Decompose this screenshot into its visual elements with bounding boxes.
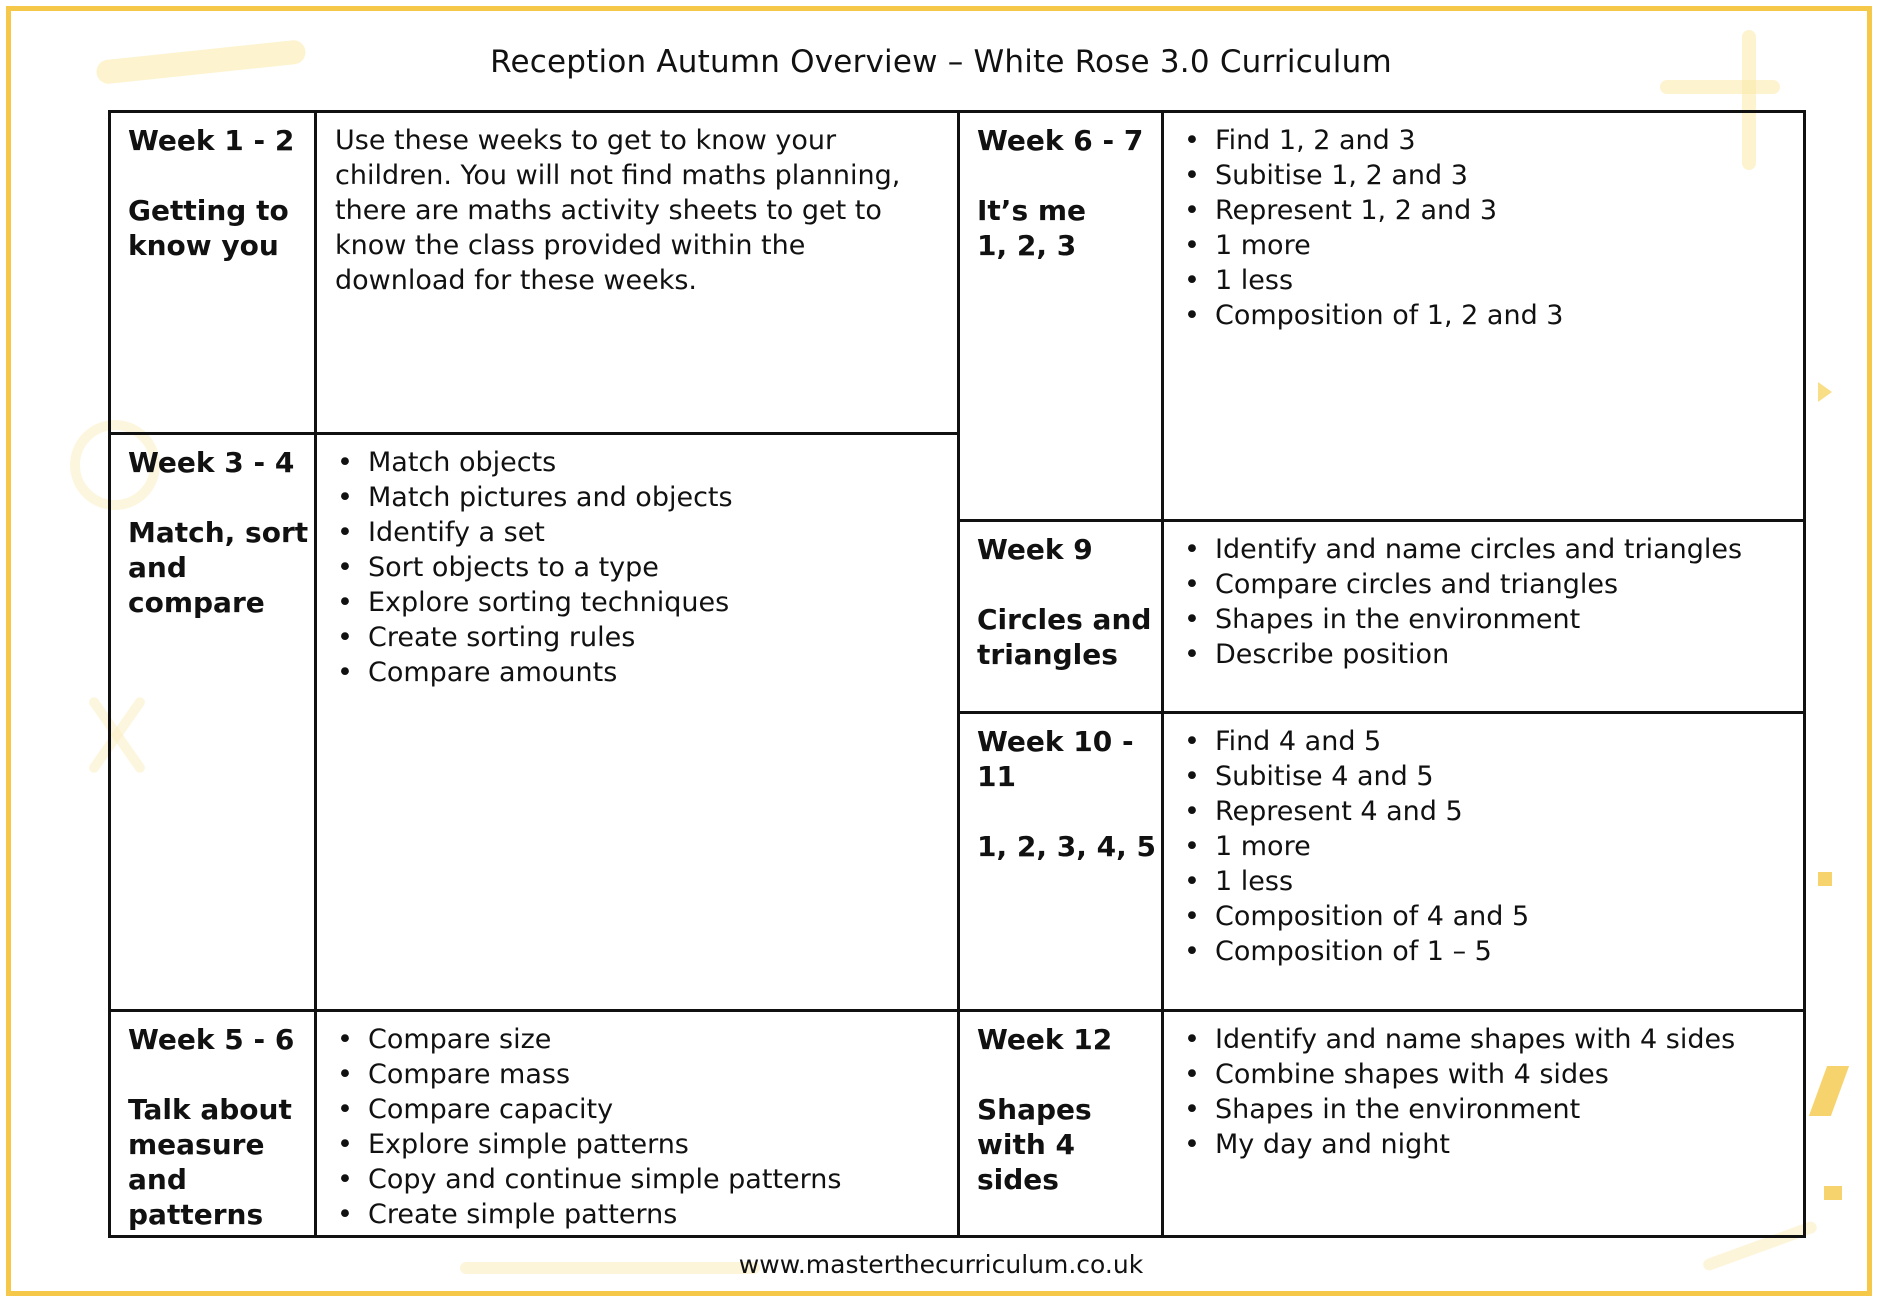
list-item: • Composition of 1, 2 and 3 [1182, 298, 1783, 333]
list-item: • Create sorting rules [335, 620, 937, 655]
topic-list [1182, 1022, 1783, 1162]
week-label: Week 5 - 6 [128, 1023, 295, 1056]
week-6-7-content-cell [1164, 113, 1803, 519]
list-item: • Explore simple patterns [335, 1127, 937, 1162]
list-item: • 1 more [1182, 228, 1783, 263]
list-item: • Represent 1, 2 and 3 [1182, 193, 1783, 228]
list-item: • Sort objects to a type [335, 550, 937, 585]
list-item: • 1 less [1182, 263, 1783, 298]
topic-label: Match, sort and compare [128, 516, 309, 619]
list-item: • Match pictures and objects [335, 480, 937, 515]
topic-list [1182, 724, 1783, 969]
week-6-7-label-cell [960, 113, 1161, 519]
week-label: Week 9 [977, 533, 1093, 566]
week-9-label-cell [960, 522, 1161, 711]
list-item: • Represent 4 and 5 [1182, 794, 1783, 829]
list-item: • Compare circles and triangles [1182, 567, 1783, 602]
list-item: • Identify a set [335, 515, 937, 550]
list-item: • Composition of 1 – 5 [1182, 934, 1783, 969]
week-5-6-content-cell [317, 1012, 957, 1235]
week-12-label-cell [960, 1012, 1161, 1235]
list-item: • Identify and name circles and triangles [1182, 532, 1783, 567]
page-title: Reception Autumn Overview – White Rose 3.0 Curriculum [490, 44, 1392, 80]
list-item: • Shapes in the environment [1182, 602, 1783, 637]
list-item: • Compare capacity [335, 1092, 937, 1127]
list-item: • Create simple patterns [335, 1197, 937, 1232]
week-10-11-content-cell [1164, 714, 1803, 1009]
decorative-mark [1818, 872, 1832, 886]
list-item: • Compare mass [335, 1057, 937, 1092]
week-label: Week 1 - 2 [128, 124, 295, 157]
decorative-plus [1660, 80, 1780, 94]
list-item: • Combine shapes with 4 sides [1182, 1057, 1783, 1092]
week-3-4-content-cell [317, 435, 957, 1009]
footer-url: www.masterthecurriculum.co.uk [738, 1250, 1144, 1279]
list-item: • Describe position [1182, 637, 1783, 672]
intro-text: Use these weeks to get to know your children. You will not find maths planning, there are maths activity sheets to get to know the class provided within the download for these weeks. [335, 125, 901, 296]
week-3-4-label-cell [111, 435, 314, 1009]
decorative-triangle [1818, 382, 1832, 402]
week-12-content-cell [1164, 1012, 1803, 1235]
topic-label: Getting to know you [128, 194, 289, 262]
list-item: • Compare amounts [335, 655, 937, 690]
topic-label: Shapes with 4 sides [977, 1093, 1092, 1196]
topic-list [335, 1022, 937, 1232]
week-5-6-label-cell [111, 1012, 314, 1235]
list-item: • Composition of 4 and 5 [1182, 899, 1783, 934]
list-item: • Explore sorting techniques [335, 585, 937, 620]
list-item: • Subitise 4 and 5 [1182, 759, 1783, 794]
list-item: • 1 less [1182, 864, 1783, 899]
decorative-mark [1824, 1186, 1842, 1200]
list-item: • Match objects [335, 445, 937, 480]
week-label: Week 6 - 7 [977, 124, 1144, 157]
list-item: • Find 1, 2 and 3 [1182, 123, 1783, 158]
week-1-2-content-cell [317, 113, 957, 432]
week-label: Week 10 - 11 [977, 725, 1134, 793]
topic-list [335, 445, 937, 690]
list-item: • Subitise 1, 2 and 3 [1182, 158, 1783, 193]
list-item: • Shapes in the environment [1182, 1092, 1783, 1127]
topic-label: It’s me 1, 2, 3 [977, 194, 1087, 262]
week-10-11-label-cell [960, 714, 1161, 1009]
list-item: • My day and night [1182, 1127, 1783, 1162]
topic-label: Circles and triangles [977, 603, 1152, 671]
overview-table [108, 110, 1806, 1238]
topic-list [1182, 123, 1783, 333]
list-item: • 1 more [1182, 829, 1783, 864]
week-1-2-label-cell [111, 113, 314, 432]
topic-list [1182, 532, 1783, 672]
week-9-content-cell [1164, 522, 1803, 711]
topic-label: 1, 2, 3, 4, 5 [977, 830, 1156, 863]
list-item: • Compare size [335, 1022, 937, 1057]
week-label: Week 3 - 4 [128, 446, 295, 479]
week-label: Week 12 [977, 1023, 1113, 1056]
list-item: • Find 4 and 5 [1182, 724, 1783, 759]
list-item: • Copy and continue simple patterns [335, 1162, 937, 1197]
topic-label: Talk about measure and patterns [128, 1093, 292, 1231]
list-item: • Identify and name shapes with 4 sides [1182, 1022, 1783, 1057]
